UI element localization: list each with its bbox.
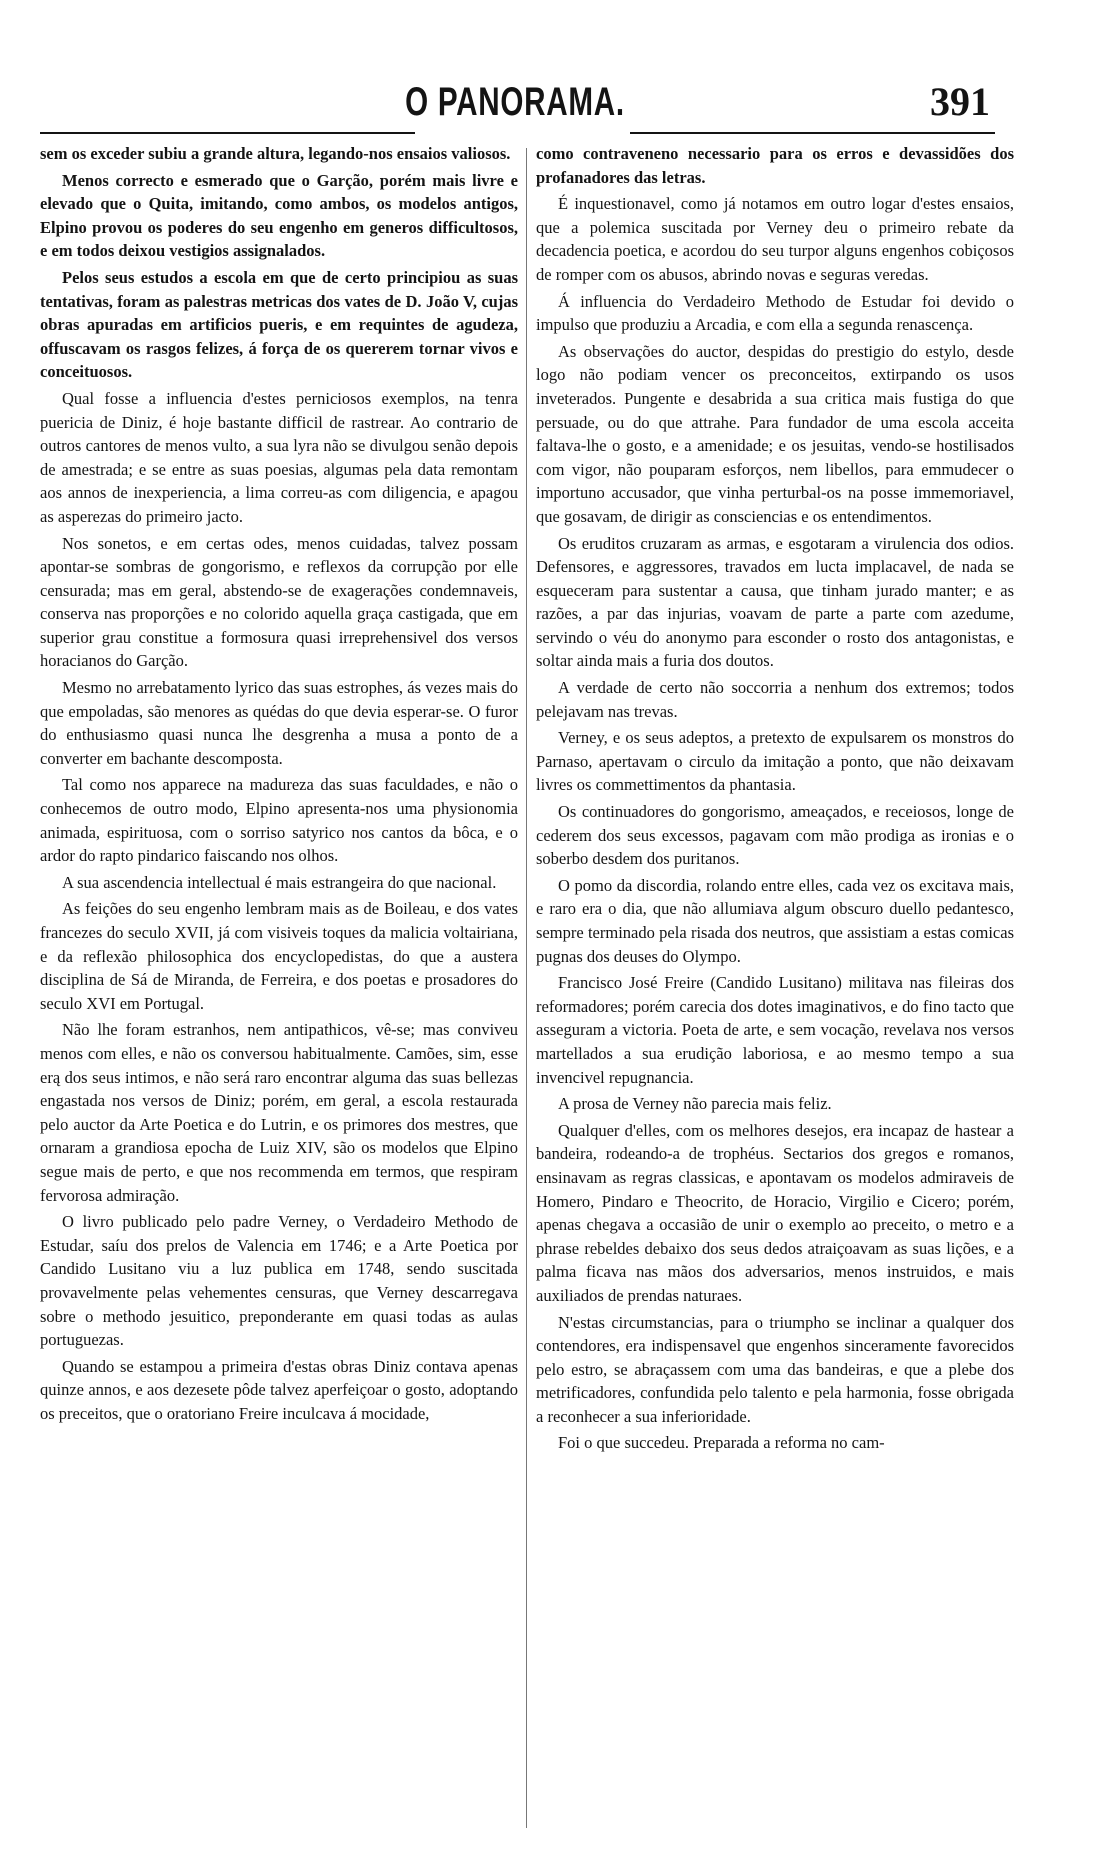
paragraph: Qualquer d'elles, com os melhores desejos, era incapaz de hastear a bandeira, rodeando-a de trophéus. Sectarios dos gregos e romanos, ensinavam as regras classicas, e apontavam os modelos admiraveis de Homero, Pindaro e Theocrito, de Horacio, Virgilio e Cicero; porém, apenas chegava a occasião de unir o exemplo ao preceito, o metro e a phrase rebeldes debaixo dos seus dedos atraiçoavam as suas lições, e a palma ficava nas mãos dos adversarios, menos instruidos, e mais auxiliados de prendas naturaes. bbox=[536, 1120, 1014, 1305]
right-column bbox=[536, 142, 1014, 1458]
page-number: 391 bbox=[930, 79, 990, 124]
paragraph: Qual fosse a influencia d'estes perniciosos exemplos, na tenra puericia de Diniz, é hoje bastante difficil de rastrear. Ao contrario de outros cantores de menos vulto, a sua lyra não se divulgou senão depois de amestrada; e se entre as suas poesias, algumas pela data remontam aos annos de inexperiencia, a lima correu-as com diligencia, e apagou as asperezas do primeiro jacto. bbox=[40, 388, 518, 526]
paragraph: O livro publicado pelo padre Verney, o Verdadeiro Methodo de Estudar, saíu dos prelos de Valencia em 1746; e a Arte Poetica por Candido Lusitano viu a luz publica em 1748, sendo suscitada provavelmente pelas vehementes censuras, que Verney descarregava sobre o methodo jesuitico, preponderante em quasi todas as aulas portuguezas. bbox=[40, 1212, 518, 1350]
paragraph: Á influencia do Verdadeiro Methodo de Estudar foi devido o impulso que produziu a Arcadia, e com ella a segunda renascença. bbox=[536, 291, 1014, 335]
page-title: O PANORAMA. bbox=[405, 80, 625, 124]
paragraph: Francisco José Freire (Candido Lusitano) militava nas fileiras dos reformadores; porém carecia dos dotes imaginativos, e do fino tacto que asseguram a victoria. Poeta de arte, e sem vocação, revelava nos versos martellados a sua erudição laboriosa, e ao mesmo tempo a sua invencivel repugnancia. bbox=[536, 973, 1014, 1087]
paragraph: Não lhe foram estranhos, nem antipathicos, vê-se; mas conviveu menos com elles, e não os conversou habitualmente. Camões, sim, esse erą dos seus intimos, e não será raro encontrar alguma das suas bellezas engastada nos versos de Diniz; porém, em geral, a escola restaurada pelo auctor da Arte Poetica e do Lutrin, e os primores dos mestres, que ornaram a grandiosa epocha de Luiz XIV, são os modelos que Elpino segue mais de perto, e que nos recommenda em termos, que respiram fervorosa admiração. bbox=[40, 1020, 518, 1205]
paragraph: As observações do auctor, despidas do prestigio do estylo, desde logo não podiam vencer os preconceitos, extirpando os usos inveterados. Pungente e desabrida a sua critica mais fustiga do que persuade, ou do que attrahe. Para fundador de uma escola acceita faltava-lhe o gosto, e a amenidade; e os jesuitas, vendo-se hostilisados com vigor, não pouparam esforços, nem libellos, para emmudecer o importuno accusador, que vinha perturbal-os na posse immemoriavel, que gosavam, de dirigir as consciencias e os entendimentos. bbox=[536, 341, 1014, 526]
paragraph: Mesmo no arrebatamento lyrico das suas estrophes, ás vezes mais do que empoladas, são menores as quédas do que devia esperar-se. O furor do enthusiasmo quasi nunca lhe desgrenha a musa a ponto de a converter em bachante descomposta. bbox=[40, 678, 518, 768]
paragraph: As feições do seu engenho lembram mais as de Boileau, e dos vates francezes do seculo XVII, já com visiveis toques da malicia voltairiana, e da reflexão philosophica dos encyclopedistas, do que a austera disciplina de Sá de Miranda, de Ferreira, e dos poetas e prosadores do seculo XVI em Portugal. bbox=[40, 899, 518, 1013]
paragraph: O pomo da discordia, rolando entre elles, cada vez os excitava mais, e raro era o dia, que não allumiava algum obscuro duello pedantesco, sempre terminado pela risada dos neutros, que assistiam a estas comicas pugnas dos deuses do Olympo. bbox=[536, 875, 1014, 966]
page-header bbox=[40, 74, 990, 134]
paragraph: sem os exceder subiu a grande altura, legando-nos ensaios valiosos. bbox=[40, 144, 511, 163]
paragraph: A prosa de Verney não parecia mais feliz. bbox=[558, 1094, 832, 1114]
paragraph: Tal como nos apparece na madureza das suas faculdades, e não o conhecemos de outro modo, Elpino apresenta-nos uma physionomia animada, espirituosa, com o sorriso satyrico nos cantos da bôca, e o ardor do rapto pindarico faiscando nos olhos. bbox=[40, 775, 518, 866]
paragraph: Pelos seus estudos a escola em que de certo principiou as suas tentativas, foram as palestras metricas dos vates de D. João V, cujas obras apuradas em artificios pueris, e em requintes de agudeza, offuscavam os rasgos felizes, á força de os quererem tornar vivos e conceituosos. bbox=[40, 267, 518, 382]
paragraph: É inquestionavel, como já notamos em outro logar d'estes ensaios, que a polemica suscitada por Verney deu o primeiro rebate da decadencia poetica, e acordou do seu turpor alguns engenhos cobiçosos de romper com os abusos, abrindo novas e seguras veredas. bbox=[536, 194, 1014, 284]
header-rule-left bbox=[40, 132, 415, 134]
paragraph: A verdade de certo não soccorria a nenhum dos extremos; todos pelejavam nas trevas. bbox=[536, 678, 1014, 721]
paragraph: Nos sonetos, e em certas odes, menos cuidadas, talvez possam apontar-se sombras de gongorismo, e reflexos da corrupção por elle censurada; mas em geral, abstendo-se de exagerações condemnaveis, conserva nas proporções e no colorido aquella graça castigada, que em superior grau constitue a formosura quasi irreprehensivel dos versos horacianos do Garção. bbox=[40, 533, 518, 671]
paragraph: Os eruditos cruzaram as armas, e esgotaram a virulencia dos odios. Defensores, e aggressores, travados em lucta implacavel, de nada se esqueceram para sustentar a causa, que tinham jurado manter; e as razões, a par das injurias, voavam de parte a parte com azedume, servindo o véu do anonymo para esconder o rosto dos antagonistas, e soltar ainda mais a furia dos doutos. bbox=[536, 533, 1014, 671]
header-rule-right bbox=[630, 132, 995, 134]
column-divider bbox=[526, 148, 527, 1828]
paragraph: A sua ascendencia intellectual é mais estrangeira do que nacional. bbox=[62, 872, 497, 892]
paragraph: Os continuadores do gongorismo, ameaçados, e receiosos, longe de cederem dos seus excessos, pagavam com mão prodiga as ironias e o soberbo desdem dos puritanos. bbox=[536, 802, 1014, 869]
left-column bbox=[40, 142, 518, 1428]
paragraph: Menos correcto e esmerado que o Garção, porém mais livre e elevado que o Quita, imitando, como ambos, os modelos antigos, Elpino provou os poderes do seu engenho em generos difficultosos, e em todos deixou vestigios assignalados. bbox=[40, 170, 518, 261]
paragraph: como contraveneno necessario para os erros e devassidões dos profanadores das letras. bbox=[536, 144, 1014, 187]
paragraph: Quando se estampou a primeira d'estas obras Diniz contava apenas quinze annos, e aos dezesete pôde talvez aperfeiçoar o gosto, adoptando os preceitos, que o oratoriano Freire inculcava á mocidade, bbox=[40, 1356, 518, 1423]
paragraph: Verney, e os seus adeptos, a pretexto de expulsarem os monstros do Parnaso, apertavam o circulo da imitação a ponto, que não deixavam livres os commettimentos da phantasia. bbox=[536, 728, 1014, 795]
paragraph: N'estas circumstancias, para o triumpho se inclinar a qualquer dos contendores, era indispensavel que engenhos sinceramente favorecidos pelo estro, se abraçassem com uma das bandeiras, e que a plebe dos metrificadores, confundida pelo talento e pela harmonia, fosse obrigada a reconhecer a sua inferioridade. bbox=[536, 1312, 1014, 1426]
paragraph: Foi o que succedeu. Preparada a reforma no cam- bbox=[558, 1433, 885, 1453]
